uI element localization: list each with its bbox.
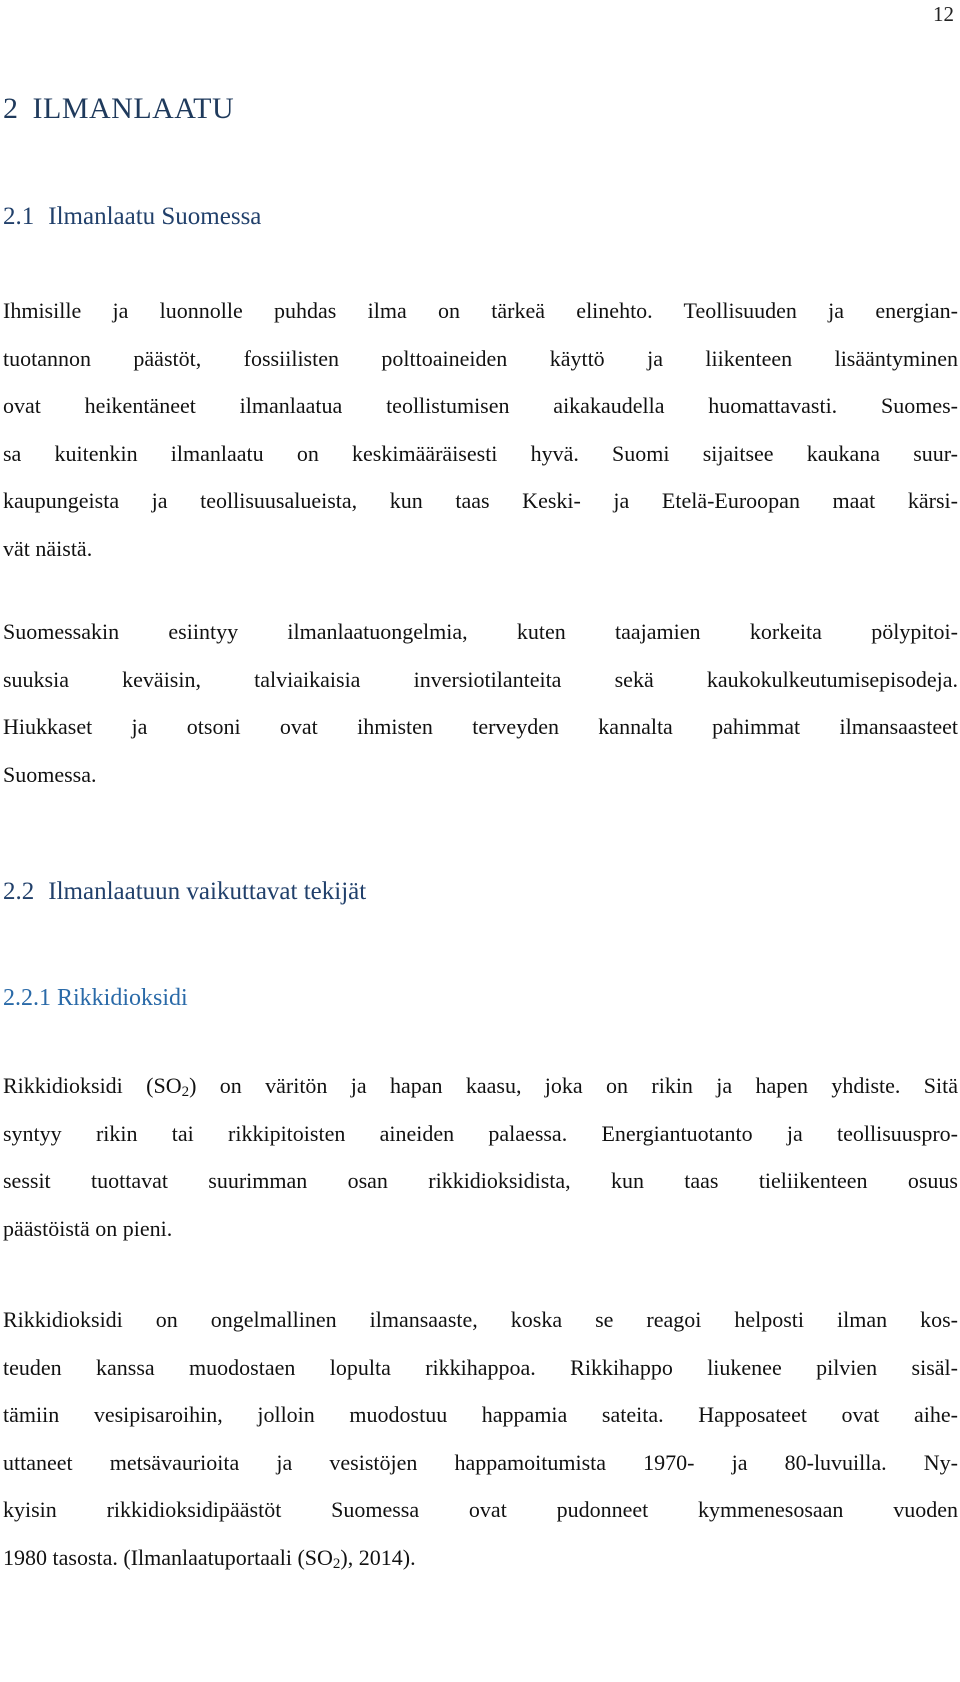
paragraph-line: vät näistä. [3, 535, 93, 561]
text-run: Rikkidioksidi (SO [3, 1073, 182, 1098]
paragraph-1 [3, 287, 958, 572]
subsection-title: Rikkidioksidi [57, 985, 188, 1011]
section-heading-2-2 [3, 878, 366, 906]
paragraph-line: Hiukkaset ja otsoni ovat ihmisten terveyden kannalta pahimmat ilmansaasteet [3, 714, 958, 739]
paragraph-line: päästöistä on pieni. [3, 1215, 173, 1241]
paragraph-3 [3, 1062, 958, 1252]
paragraph-line: sessit tuottavat suurimman osan rikkidioksidista, kun taas tieliikenteen osuus [3, 1168, 958, 1193]
chapter-title: ILMANLAATU [32, 92, 235, 125]
text-run: ) on väritön ja hapan kaasu, joka on rikin ja hapen yhdiste. Sitä [189, 1073, 958, 1098]
subsection-number: 2.2.1 [3, 985, 51, 1011]
paragraph-line: sa kuitenkin ilmanlaatu on keskimääräisesti hyvä. Suomi sijaitsee kaukana suur- [3, 440, 958, 466]
subscript: 2 [332, 1555, 341, 1572]
paragraph-line [3, 1534, 958, 1582]
subsection-heading-2-2-1 [3, 985, 188, 1012]
paragraph-line: kaupungeista ja teollisuusalueista, kun taas Keski- ja Etelä-Euroopan maat kärsi- [3, 488, 958, 513]
paragraph-line: tämiin vesipisaroihin, jolloin muodostuu happamia sateita. Happosateet ovat aihe- [3, 1402, 958, 1427]
text-run: 1980 tasosta. (Ilmanlaatuportaali (SO [3, 1544, 333, 1570]
text-run: ), 2014). [340, 1544, 416, 1570]
section-heading-2-1 [3, 203, 261, 231]
paragraph-4 [3, 1296, 958, 1581]
chapter-number: 2 [3, 92, 19, 125]
paragraph-2 [3, 608, 958, 798]
subscript: 2 [181, 1084, 190, 1100]
paragraph-line: Rikkidioksidi on ongelmallinen ilmansaaste, koska se reagoi helposti ilman kos- [3, 1307, 958, 1332]
chapter-heading [3, 92, 234, 126]
paragraph-line: tuotannon päästöt, fossiilisten polttoaineiden käyttö ja liikenteen lisääntyminen [3, 345, 958, 371]
page-number: 12 [933, 2, 954, 26]
paragraph-line: Suomessa. [3, 761, 97, 787]
paragraph-line: ovat heikentäneet ilmanlaatua teollistumisen aikakaudella huomattavasti. Suomes- [3, 393, 958, 418]
paragraph-line: teuden kanssa muodostaen lopulta rikkihappoa. Rikkihappo liukenee pilvien sisäl- [3, 1354, 958, 1380]
section-title: Ilmanlaatu Suomessa [48, 203, 262, 230]
paragraph-line: Ihmisille ja luonnolle puhdas ilma on tärkeä elinehto. Teollisuuden ja energian- [3, 298, 958, 323]
paragraph-line: Suomessakin esiintyy ilmanlaatuongelmia, kuten taajamien korkeita pölypitoi- [3, 619, 958, 644]
paragraph-line [3, 1062, 958, 1110]
section-number: 2.1 [3, 203, 35, 230]
paragraph-line: syntyy rikin tai rikkipitoisten aineiden palaessa. Energiantuotanto ja teollisuuspro- [3, 1120, 958, 1146]
paragraph-line: suuksia keväisin, talviaikaisia inversiotilanteita sekä kaukokulkeutumisepisodeja. [3, 666, 958, 692]
section-number: 2.2 [3, 878, 35, 905]
paragraph-line: kyisin rikkidioksidipäästöt Suomessa ovat pudonneet kymmenesosaan vuoden [3, 1497, 958, 1522]
section-title: Ilmanlaatuun vaikuttavat tekijät [48, 878, 367, 905]
paragraph-line: uttaneet metsävaurioita ja vesistöjen happamoitumista 1970- ja 80-luvuilla. Ny- [3, 1449, 958, 1475]
